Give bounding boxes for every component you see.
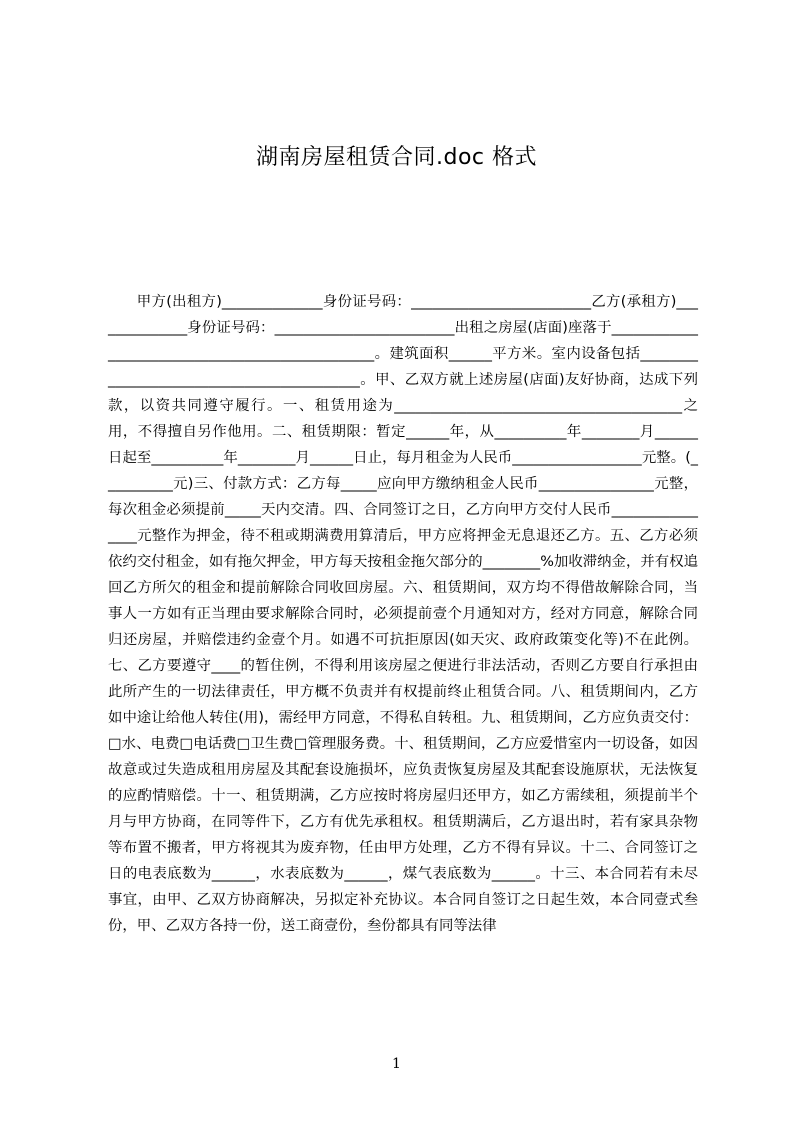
page-number: 1 [392, 1056, 401, 1072]
document-title: 湖南房屋租赁合同.doc 格式 [255, 145, 537, 170]
contract-body-text: 甲方(出租方)______________身份证号码：_________________________乙方(承租方)______________身份证号码：_________________________出租之房屋(店面)座落于_________________________________________________。建筑面积______平方米。室内设备包括___________________________________________。甲、乙双方就上述房屋(店面)友好协商，达成下列款，以资共同遵守履行。一、租赁用途为________________________________________之用，不得擅自另作他用。二、租赁期限：暂定______年，从__________年________月______日起至__________年________月______日止，每月租金为人民币__________________元整。(__________元)三、付款方式：乙方每_____应向甲方缴纳租金人民币________________元整，每次租金必须提前_____天内交清。四、合同签订之日，乙方向甲方交付人民币________________元整作为押金，待不租或期满费用算清后，甲方应将押金无息退还乙方。五、乙方必须依约交付租金，如有拖欠押金，甲方每天按租金拖欠部分的________%加收滞纳金，并有权追回乙方所欠的租金和提前解除合同收回房屋。六、租赁期间，双方均不得借故解除合同，当事人一方如有正当理由要求解除合同时，必须提前壹个月通知对方，经对方同意，解除合同归还房屋，并赔偿违约金壹个月。如遇不可抗拒原因(如天灾、政府政策变化等)不在此例。七、乙方要遵守____的暂住例，不得利用该房屋之便进行非法活动，否则乙方要自行承担由此所产生的一切法律责任，甲方概不负责并有权提前终止租赁合同。八、租赁期间内，乙方如中途让给他人转住(用)，需经甲方同意，不得私自转租。九、租赁期间，乙方应负责交付：□水、电费□电话费□卫生费□管理服务费。十、租赁期间，乙方应爱惜室内一切设备，如因故意或过失造成租用房屋及其配套设施损坏，应负责恢复房屋及其配套设施原状，无法恢复的应酌情赔偿。十一、租赁期满，乙方应按时将房屋归还甲方，如乙方需续租，须提前半个月与甲方协商，在同等件下，乙方有优先承租权。租赁期满后，乙方退出时，若有家具杂物等布置不搬者，甲方将视其为废弃物，任由甲方处理，乙方不得有异议。十二、合同签订之日的电表底数为______，水表底数为______，煤气表底数为______。十三、本合同若有未尽事宜，由甲、乙双方协商解决，另拟定补充协议。本合同自签订之日起生效，本合同壹式叁份，甲、乙双方各持一份，送工商壹份，叁份都具有同等法律 [108, 294, 698, 934]
